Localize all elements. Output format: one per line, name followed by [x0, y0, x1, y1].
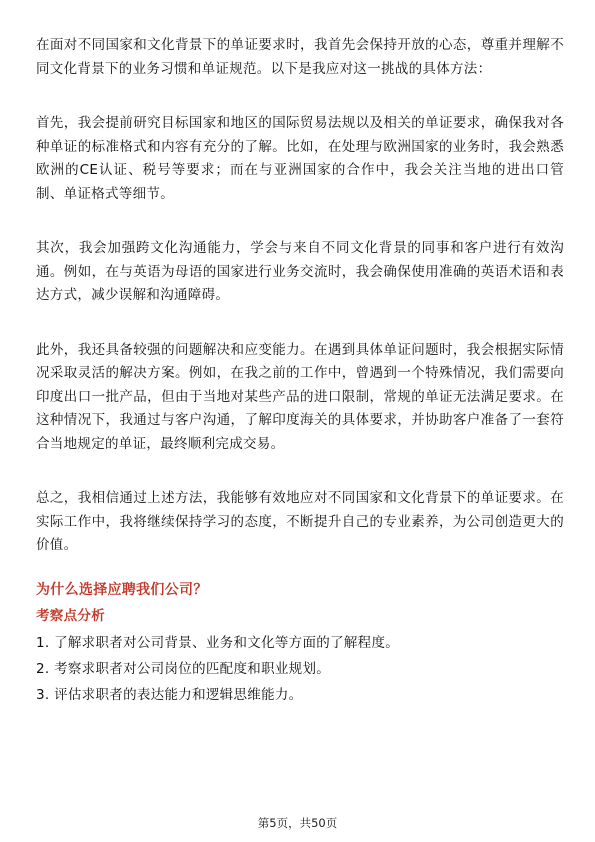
paragraph-third: 此外，我还具备较强的问题解决和应变能力。在遇到具体单证问题时，我会根据实际情况采取灵活的解决方案。例如，在我之前的工作中，曾遇到一个特殊情况，我们需要向印度出口一批产品，但由于当地对某些产品的进口限制，常规的单证无法满足要求。在这种情况下，我通过与客户沟通，了解印度海关的具体要求，并协助客户准备了一套符合当地规定的单证，最终顺利完成交易。 [36, 341, 564, 452]
list-item: 2. 考察求职者对公司岗位的匹配度和职业规划。 [36, 660, 331, 677]
list-item: 3. 评估求职者的表达能力和逻辑思维能力。 [36, 686, 303, 703]
page-content [36, 34, 564, 708]
list-item: 1. 了解求职者对公司背景、业务和文化等方面的了解程度。 [36, 634, 400, 651]
paragraph-first: 首先，我会提前研究目标国家和地区的国际贸易法规以及相关的单证要求，确保我对各种单证的标准格式和内容有充分的了解。比如，在处理与欧洲国家的业务时，我会熟悉欧洲的CE认证、税号等要求；而在与亚洲国家的合作中，我会关注当地的进出口管制、单证格式等细节。 [36, 115, 564, 202]
question-title: 为什么选择应聘我们公司？ [36, 581, 208, 598]
page-number: 第5页，共50页 [257, 816, 338, 830]
paragraph-second: 其次，我会加强跨文化沟通能力，学会与来自不同文化背景的同事和客户进行有效沟通。例如，在与英语为母语的国家进行业务交流时，我会确保使用准确的英语术语和表达方式，减少误解和沟通障碍。 [36, 240, 564, 303]
paragraph-intro: 在面对不同国家和文化背景下的单证要求时，我首先会保持开放的心态，尊重并理解不同文化背景下的业务习惯和单证规范。以下是我应对这一挑战的具体方法： [36, 37, 564, 77]
paragraph-conclusion: 总之，我相信通过上述方法，我能够有效地应对不同国家和文化背景下的单证要求。在实际工作中，我将继续保持学习的态度，不断提升自己的专业素养，为公司创造更大的价值。 [36, 490, 564, 553]
analysis-heading: 考察点分析 [36, 607, 105, 624]
analysis-points [36, 630, 564, 708]
